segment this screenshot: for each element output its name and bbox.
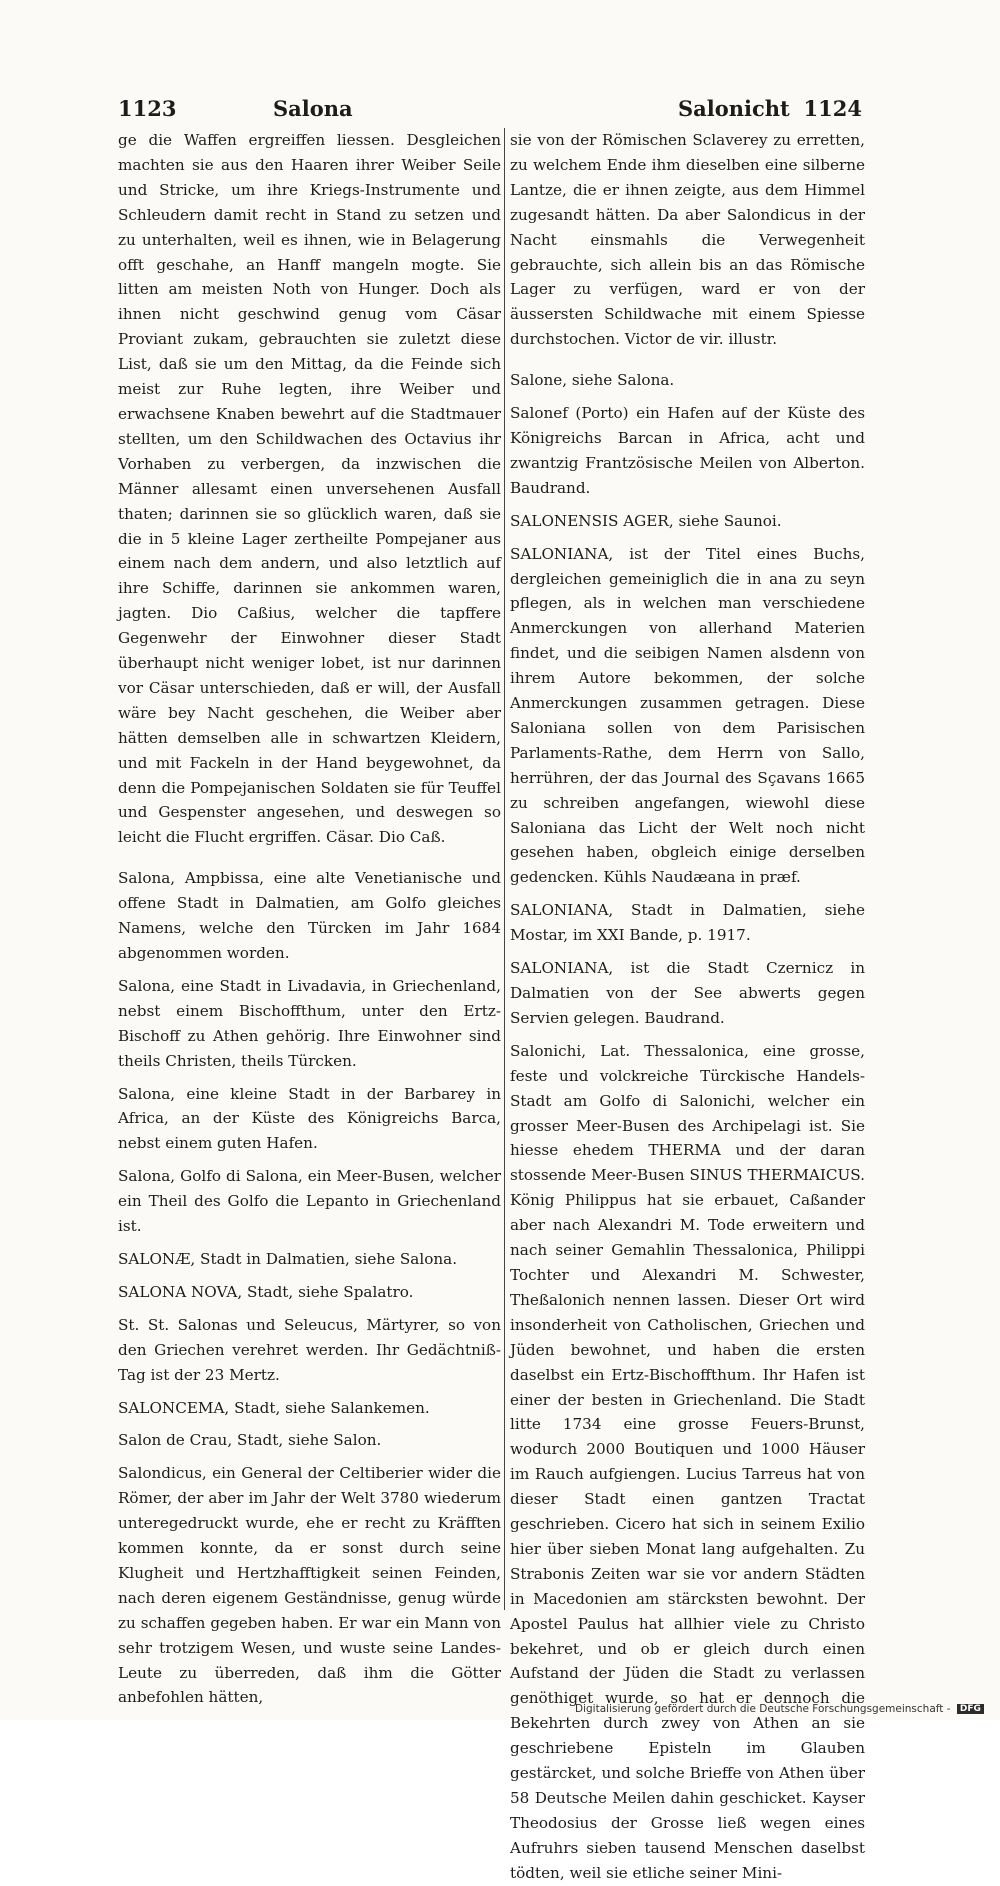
entry-paragraph: Salonichi, Lat. Thessalonica, eine grosse, feste und volckreiche Türckische Handels-Stadt am Golfo di Salonichi, welcher ein grosser Meer-Busen des Archipelagi ist. Sie hiesse ehedem THERMA und der daran stossende Meer-Busen SINUS THERMAICUS. König Philippus hat sie erbauet, Caßander aber nach Alexandri M. Tode erweitern und nach seiner Gemahlin Thessalonica, Philippi Tochter und Alexandri M. Schwester, Theßalonich nennen lassen. Dieser Ort wird insonderheit von Catholischen, Griechen und Jüden bewohnet, und haben die ersten daselbst ein Ertz-Bischoffthum. Ihr Hafen ist einer der besten in Griechenland. Die Stadt litte 1734 eine grosse Feuers-Brunst, wodurch 2000 Boutiquen und 1000 Häuser im Rauch aufgiengen. Lucius Tarreus hat von dieser Stadt einen gantzen Tractat geschrieben. Cicero hat sich in seinem Exilio hier über sieben Monat lang aufgehalten. Zu Strabonis Zeiten war sie vor andern Städten in Macedonien am stärcksten bewohnt. Der Apostel Paulus hat allhier viele zu Christo bekehret, und ob er gleich durch einen Aufstand der Jüden die Stadt zu verlassen genöthiget wurde, so hat er dennoch die Bekehrten durch zwey von Athen an sie geschriebene Episteln im Glauben gestärcket, und solche Brieffe von Athen über 58 Deutsche Meilen dahin geschicket. Kayser Theodosius der Grosse ließ wegen eines Aufruhrs sieben tausend Menschen daselbst tödten, weil sie etliche seiner Mini- [510,1041,865,1882]
entry-paragraph: SALONIANA, Stadt in Dalmatien, siehe Mostar, im XXI Bande, p. 1917. [510,901,865,945]
entry-paragraph: Salona, Golfo di Salona, ein Meer-Busen, welcher ein Theil des Golfo die Lepanto in Griechenland ist. [118,1167,501,1236]
entry-paragraph: SALONENSIS AGER, siehe Saunoi. [510,511,782,530]
page-number-left: 1123 [118,96,177,121]
entry-paragraph: SALONÆ, Stadt in Dalmatien, siehe Salona. [118,1249,458,1268]
entry-paragraph: St. St. Salonas und Seleucus, Märtyrer, so von den Griechen verehret werden. Ihr Gedächtniß-Tag ist der 23 Mertz. [118,1315,501,1384]
page-header [118,96,862,130]
column-divider [504,128,505,1610]
entry-paragraph: SALONIANA, ist der Titel eines Buchs, dergleichen gemeiniglich die in ana zu seyn pflegen, als in welchen man verschiedene Anmerckungen von allerhand Materien findet, und die seibigen Namen alsdenn von ihrem Autore bekommen, der solche Anmerckungen zusammen getragen. Diese Saloniana sollen von dem Parisischen Parlaments-Rathe, dem Herrn von Sallo, herrühren, der das Journal des Sçavans 1665 zu schreiben angefangen, wiewohl diese Saloniana das Licht der Welt noch nicht gesehen haben, obgleich einige derselben gedencken. Kühls Naudæana in præf. [510,544,865,887]
entry-paragraph: Salondicus, ein General der Celtiberier wider die Römer, der aber im Jahr der Welt 3780 wiederum unteregedruckt wurde, ehe er recht zu Kräfften kommen konnte, da er sonst durch seine Klugheit und Hertzhafftigkeit seinen Feinden, nach deren eigenem Geständnisse, genug würde zu schaffen gegeben haben. Er war ein Mann von sehr trotzigem Wesen, und wuste seine Landes-Leute zu überreden, daß ihm die Götter anbefohlen hätten, [118,1464,501,1707]
entry-paragraph: Salone, siehe Salona. [510,371,675,390]
entry-paragraph: ge die Waffen ergreiffen liessen. Desgleichen machten sie aus den Haaren ihrer Weiber Seile und Stricke, um ihre Kriegs-Instrumente und Schleudern damit recht in Stand zu setzen und zu unterhalten, weil es ihnen, wie in Belagerung offt geschahe, an Hanff mangeln mogte. Sie litten am meisten Noth von Hunger. Doch als ihnen nicht geschwind genug vom Cäsar Proviant zukam, gebrauchten sie zuletzt diese List, daß sie um den Mittag, da die Feinde sich meist zur Ruhe legten, ihre Weiber und erwachsene Knaben bewehrt auf die Stadtmauer stellten, um den Schildwachen des Octavius ihr Vorhaben zu verbergen, da inzwischen die Männer allesamt einen unversehenen Ausfall thaten; darinnen sie so glücklich waren, daß sie die in 5 kleine Lager zertheilte Pompejaner aus einem nach dem andern, und also letztlich auf ihre Schiffe, darinnen sie ankommen waren, jagten. Dio Caßius, welcher die tapffere Gegenwehr der Einwohner dieser Stadt überhaupt nicht weniger lobet, ist nur darinnen vor Cäsar unterschieden, daß er will, der Ausfall wäre bey Nacht geschehen, die Weiber aber hätten demselben alle in schwartzen Kleidern, und mit Fackeln in der Hand beygewohnet, da denn die Pompejanischen Soldaten sie für Teuffel und Gespenster angesehen, und deswegen so leicht die Flucht ergriffen. Cäsar. Dio Caß. [118,131,501,847]
entry-paragraph: Salona, eine kleine Stadt in der Barbarey in Africa, an der Küste des Königreichs Barca, nebst einem guten Hafen. [118,1084,501,1153]
running-headword-right: Salonicht [678,96,790,121]
page-number-right: 1124 [803,96,862,121]
entry-paragraph: SALONIANA, ist die Stadt Czernicz in Dalmatien von der See abwerts gegen Servien gelegen. Baudrand. [510,959,865,1027]
entry-paragraph: SALONCEMA, Stadt, siehe Salankemen. [118,1398,430,1417]
left-column [118,128,501,1707]
entry-paragraph: Salona, Ampbissa, eine alte Venetianische und offene Stadt in Dalmatien, am Golfo gleiches Namens, welche den Türcken im Jahr 1684 abgenommen worden. [118,869,501,962]
entry-paragraph: Salona, eine Stadt in Livadavia, in Griechenland, nebst einem Bischoffthum, unter den Ertz-Bischoff zu Athen gehörig. Ihre Einwohner sind theils Christen, theils Türcken. [118,976,501,1070]
footer-text: Digitalisierung gefördert durch die Deutsche Forschungsgemeinschaft - [575,1703,951,1715]
digitization-footer [575,1703,984,1715]
entry-paragraph: Salon de Crau, Stadt, siehe Salon. [118,1431,382,1450]
entry-paragraph: SALONA NOVA, Stadt, siehe Spalatro. [118,1282,414,1301]
running-headword-left: Salona [273,96,353,121]
dfg-logo: DFG [957,1704,984,1714]
entry-paragraph: Salonef (Porto) ein Hafen auf der Küste des Königreichs Barcan in Africa, acht und zwantzig Frantzösische Meilen von Alberton. Baudrand. [510,404,865,497]
entry-paragraph: sie von der Römischen Sclaverey zu erretten, zu welchem Ende ihm dieselben eine silberne Lantze, die er ihnen zeigte, aus dem Himmel zugesandt hätten. Da aber Salondicus in der Nacht einsmahls die Verwegenheit gebrauchte, sich allein bis an das Römische Lager zu verfügen, ward er von der äussersten Schildwache mit einem Spiesse durchstochen. Victor de vir. illustr. [510,131,865,349]
